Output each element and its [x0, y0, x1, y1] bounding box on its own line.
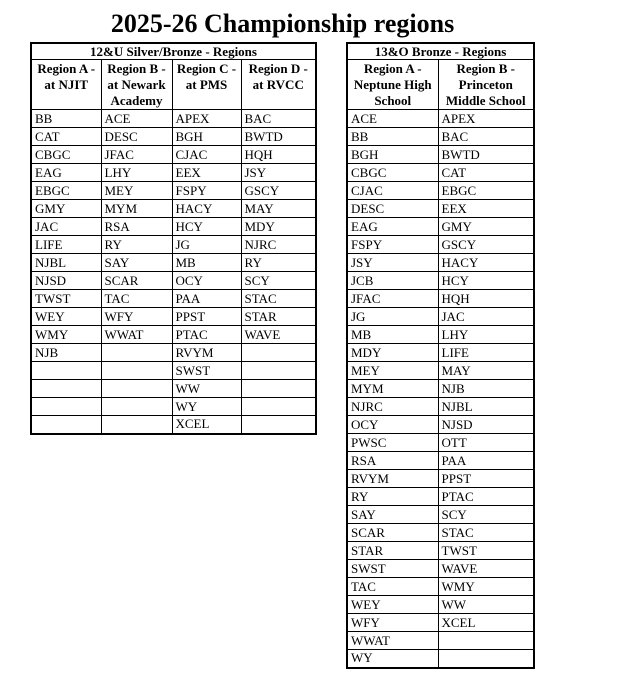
table-cell: JSY [241, 164, 316, 182]
table-cell: GMY [31, 200, 101, 218]
table-row [347, 326, 534, 344]
table-cell: CAT [31, 128, 101, 146]
table-cell: ACE [347, 110, 438, 128]
table-cell: TAC [101, 290, 172, 308]
table-cell: WFY [101, 308, 172, 326]
table-row [347, 344, 534, 362]
table-cell: JFAC [101, 146, 172, 164]
table-row [347, 452, 534, 470]
table-cell: NJB [438, 380, 534, 398]
table-cell: EBGC [31, 182, 101, 200]
table-cell: RVYM [172, 344, 241, 362]
table-row [347, 110, 534, 128]
table-row [347, 290, 534, 308]
table-row [31, 344, 316, 362]
table-cell: MDY [241, 218, 316, 236]
table-cell [241, 344, 316, 362]
table-cell [31, 398, 101, 416]
table-cell: SCAR [101, 272, 172, 290]
table-cell: MYM [101, 200, 172, 218]
table-row [31, 200, 316, 218]
table-cell: FSPY [347, 236, 438, 254]
table-row [31, 146, 316, 164]
table-cell: RY [101, 236, 172, 254]
table-row [347, 272, 534, 290]
table-cell: APEX [172, 110, 241, 128]
table-cell: WFY [347, 614, 438, 632]
table-cell: STAR [347, 542, 438, 560]
table-row [31, 218, 316, 236]
table-cell: WW [438, 596, 534, 614]
table-cell: NJSD [31, 272, 101, 290]
table-cell: EEX [172, 164, 241, 182]
table-row [347, 416, 534, 434]
table-cell: GSCY [438, 236, 534, 254]
table-cell: EEX [438, 200, 534, 218]
table-cell: SAY [101, 254, 172, 272]
table-cell [31, 416, 101, 434]
table-cell: OCY [347, 416, 438, 434]
table-cell: WWAT [101, 326, 172, 344]
table-cell: BGH [347, 146, 438, 164]
table-cell: HQH [438, 290, 534, 308]
table-row [347, 470, 534, 488]
table-title: 12&U Silver/Bronze - Regions [31, 43, 316, 60]
table-cell: LIFE [31, 236, 101, 254]
table-cell: STAC [241, 290, 316, 308]
table-cell: MB [347, 326, 438, 344]
table-cell: JFAC [347, 290, 438, 308]
table-row [347, 614, 534, 632]
table-cell [31, 362, 101, 380]
table-cell: PAA [172, 290, 241, 308]
table-row [31, 110, 316, 128]
table-row [347, 380, 534, 398]
table-cell: BB [347, 128, 438, 146]
table-cell [101, 362, 172, 380]
table-cell: ACE [101, 110, 172, 128]
table-row [31, 164, 316, 182]
table-cell: WAVE [241, 326, 316, 344]
table-cell: PTAC [172, 326, 241, 344]
table-cell: OCY [172, 272, 241, 290]
table-cell: WY [347, 650, 438, 668]
table-cell: SWST [347, 560, 438, 578]
table-row [347, 146, 534, 164]
table-cell: JSY [347, 254, 438, 272]
table-cell: CJAC [347, 182, 438, 200]
table-row [347, 560, 534, 578]
column-header-region-a: Region A - at NJIT [31, 60, 101, 110]
table-cell: NJBL [438, 398, 534, 416]
table-cell: XCEL [172, 416, 241, 434]
table-cell: JG [347, 308, 438, 326]
table-row [347, 200, 534, 218]
table-cell: MDY [347, 344, 438, 362]
table-row [31, 326, 316, 344]
table-cell: PWSC [347, 434, 438, 452]
table-cell: NJBL [31, 254, 101, 272]
table-title: 13&O Bronze - Regions [347, 43, 534, 60]
table-cell: WWAT [347, 632, 438, 650]
table-row [347, 362, 534, 380]
column-header-region-a: Region A - Neptune High School [347, 60, 438, 110]
table-cell: STAC [438, 524, 534, 542]
page-title: 2025-26 Championship regions [110, 9, 455, 38]
table-cell [101, 398, 172, 416]
table-cell: WMY [31, 326, 101, 344]
table-row [347, 218, 534, 236]
table-cell: CJAC [172, 146, 241, 164]
table-cell: BGH [172, 128, 241, 146]
table-cell: HCY [172, 218, 241, 236]
table-cell: DESC [347, 200, 438, 218]
table-cell: PAA [438, 452, 534, 470]
table-row [31, 236, 316, 254]
table-cell: BWTD [241, 128, 316, 146]
column-header-region-d: Region D - at RVCC [241, 60, 316, 110]
table-row [31, 398, 316, 416]
table-row [31, 416, 316, 434]
table-cell: SCAR [347, 524, 438, 542]
table-row [31, 290, 316, 308]
table-cell: APEX [438, 110, 534, 128]
table-cell: MB [172, 254, 241, 272]
table-cell: SWST [172, 362, 241, 380]
table-cell: GMY [438, 218, 534, 236]
table-row [347, 650, 534, 668]
table-cell: LHY [438, 326, 534, 344]
table-cell: MAY [438, 362, 534, 380]
table-row [347, 488, 534, 506]
table-cell: CBGC [31, 146, 101, 164]
column-header-row [31, 60, 316, 110]
table-row [31, 362, 316, 380]
table-cell [101, 380, 172, 398]
table-body [31, 110, 316, 434]
table-cell: HACY [438, 254, 534, 272]
table-row [347, 506, 534, 524]
table-title-row [347, 43, 534, 60]
table-cell: PTAC [438, 488, 534, 506]
table-cell: MEY [347, 362, 438, 380]
table-cell: DESC [101, 128, 172, 146]
table-cell: RSA [347, 452, 438, 470]
table-row [347, 524, 534, 542]
table-cell: WEY [347, 596, 438, 614]
table-cell [241, 398, 316, 416]
table-cell [101, 416, 172, 434]
table-cell: RSA [101, 218, 172, 236]
table-cell: WY [172, 398, 241, 416]
table-cell: WW [172, 380, 241, 398]
table-cell: WMY [438, 578, 534, 596]
table-cell: HACY [172, 200, 241, 218]
table-cell: NJRC [241, 236, 316, 254]
table-cell [31, 380, 101, 398]
table-cell: BB [31, 110, 101, 128]
table-row [347, 542, 534, 560]
table-row [31, 308, 316, 326]
column-header-region-b: Region B - Princeton Middle School [438, 60, 534, 110]
table-cell: BAC [241, 110, 316, 128]
table-cell: JAC [438, 308, 534, 326]
table-cell [438, 650, 534, 668]
column-header-region-b: Region B - at Newark Academy [101, 60, 172, 110]
table-cell: SCY [438, 506, 534, 524]
table-cell: OTT [438, 434, 534, 452]
table-12u-silver-bronze-regions [30, 42, 317, 435]
table-cell: BWTD [438, 146, 534, 164]
table-cell: NJSD [438, 416, 534, 434]
table-cell: JCB [347, 272, 438, 290]
table-cell: RVYM [347, 470, 438, 488]
table-row [31, 380, 316, 398]
table-cell: HCY [438, 272, 534, 290]
table-cell: SAY [347, 506, 438, 524]
table-row [347, 578, 534, 596]
table-cell: JG [172, 236, 241, 254]
table-cell: STAR [241, 308, 316, 326]
table-cell: WAVE [438, 560, 534, 578]
table-row [347, 308, 534, 326]
table-row [347, 632, 534, 650]
table-cell: NJRC [347, 398, 438, 416]
table-row [347, 254, 534, 272]
table-13o-bronze-regions [346, 42, 535, 669]
table-cell: HQH [241, 146, 316, 164]
column-header-row [347, 60, 534, 110]
table-row [347, 596, 534, 614]
table-cell: TAC [347, 578, 438, 596]
table-cell: EAG [347, 218, 438, 236]
table-row [31, 182, 316, 200]
table-cell: LIFE [438, 344, 534, 362]
table-cell: EAG [31, 164, 101, 182]
table-cell: WEY [31, 308, 101, 326]
table-row [347, 182, 534, 200]
table-cell [438, 632, 534, 650]
table-body [347, 110, 534, 668]
table-row [31, 272, 316, 290]
table-cell: BAC [438, 128, 534, 146]
table-cell: CAT [438, 164, 534, 182]
table-cell: MYM [347, 380, 438, 398]
table-cell: MEY [101, 182, 172, 200]
table-cell: JAC [31, 218, 101, 236]
table-cell: TWST [31, 290, 101, 308]
table-cell [241, 380, 316, 398]
table-cell: SCY [241, 272, 316, 290]
table-cell: MAY [241, 200, 316, 218]
table-row [347, 128, 534, 146]
table-row [347, 434, 534, 452]
table-cell: NJB [31, 344, 101, 362]
table-cell: XCEL [438, 614, 534, 632]
table-cell: EBGC [438, 182, 534, 200]
table-cell: FSPY [172, 182, 241, 200]
table-cell: TWST [438, 542, 534, 560]
table-row [347, 164, 534, 182]
table-cell: CBGC [347, 164, 438, 182]
table-title-row [31, 43, 316, 60]
table-row [347, 398, 534, 416]
table-cell [101, 344, 172, 362]
table-row [31, 254, 316, 272]
table-cell: PPST [438, 470, 534, 488]
table-cell: RY [241, 254, 316, 272]
table-cell: LHY [101, 164, 172, 182]
table-cell: PPST [172, 308, 241, 326]
table-cell: RY [347, 488, 438, 506]
column-header-region-c: Region C - at PMS [172, 60, 241, 110]
table-cell [241, 362, 316, 380]
table-cell [241, 416, 316, 434]
table-row [31, 128, 316, 146]
table-cell: GSCY [241, 182, 316, 200]
table-row [347, 236, 534, 254]
